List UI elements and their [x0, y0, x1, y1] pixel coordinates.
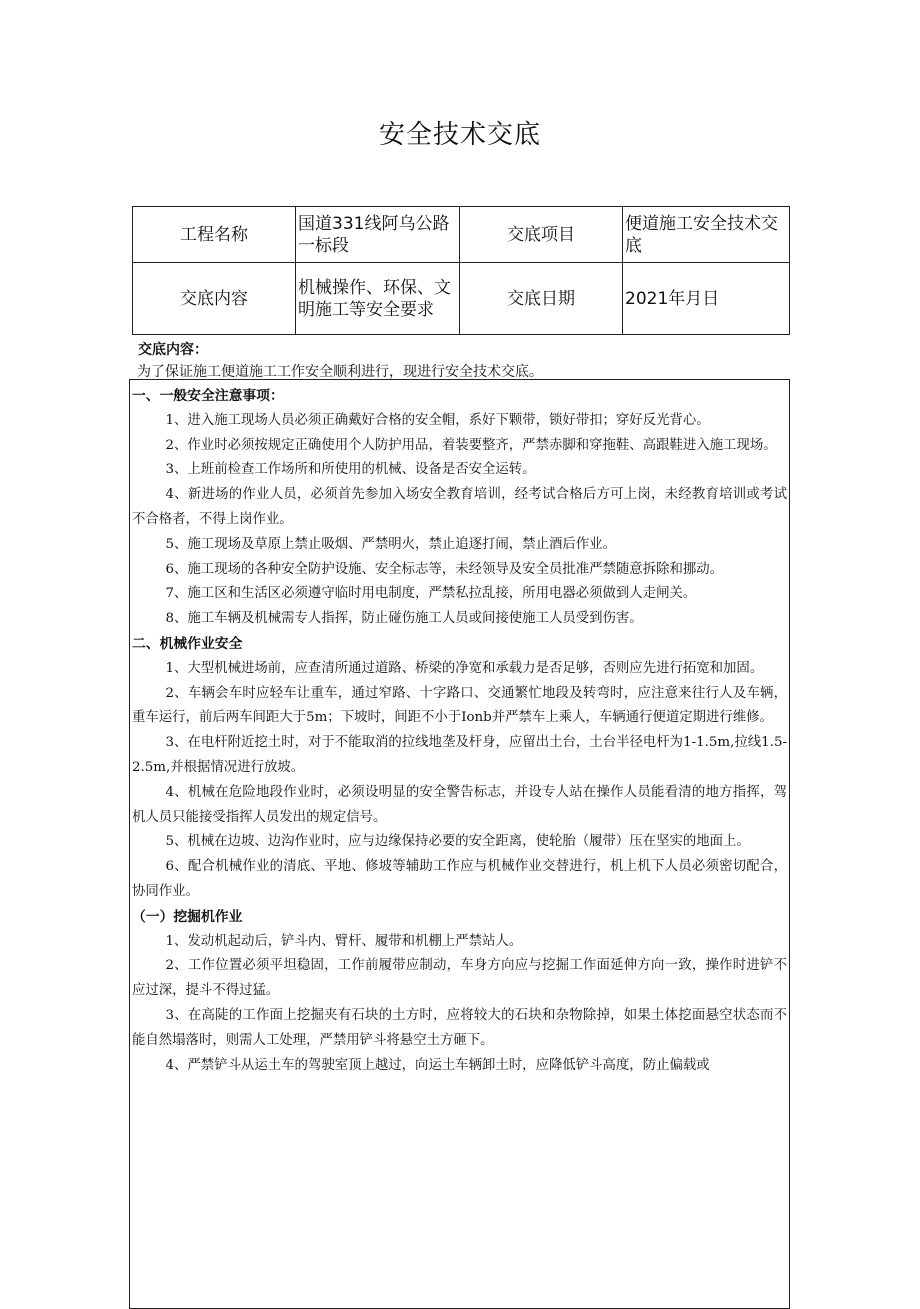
- section-item: 1、大型机械进场前，应查清所通过道路、桥梁的净宽和承载力是否足够，否则应先进行拓宽和加固。: [165, 660, 764, 676]
- project-name-label: 工程名称: [133, 207, 296, 263]
- section-heading: （一）挖掘机作业: [132, 908, 243, 925]
- item-value: 便道施工安全技术交底: [623, 207, 790, 263]
- intro-label: 交底内容：: [138, 342, 208, 358]
- section-item: 3、在电杆附近挖土时，对于不能取消的拉线地垄及杆身，应留出土台，土台半径电杆为1-1.5m,拉线1.5-2.5m,并根据情况进行放坡。: [132, 735, 787, 775]
- info-row-content: [133, 263, 790, 335]
- info-table: [132, 206, 790, 335]
- section-item: 3、上班前检查工作场所和所使用的机械、设备是否安全运转。: [165, 462, 536, 478]
- info-row-project: [133, 207, 790, 263]
- section-item: 2、车辆会车时应轻车让重车，通过窄路、十字路口、交通繁忙地段及转弯时，应注意来往行人及车辆，重车运行，前后两车间距大于5m；下坡时，间距不小于Ionb并严禁车上乘人，车辆通行便道定期进行维修。: [132, 685, 787, 726]
- section-item: 4、严禁铲斗从运土车的驾驶室顶上越过，向运土车辆卸土时，应降低铲斗高度，防止偏载或: [165, 1057, 710, 1073]
- section-item: 6、施工现场的各种安全防护设施、安全标志等，未经领导及安全员批准严禁随意拆除和挪动。: [165, 561, 724, 577]
- content-label: 交底内容: [133, 263, 296, 335]
- section-item: 3、在高陡的工作面上挖掘夹有石块的土方时，应将较大的石块和杂物除掉，如果土体挖面悬空状态而不能自然塌落时，则需人工处理，严禁用铲斗将悬空土方砸下。: [132, 1007, 787, 1048]
- section-item: 5、机械在边坡、边沟作业时，应与边缘保持必要的安全距离，使轮胎（履带）压在坚实的地面上。: [165, 834, 750, 850]
- content-box: [129, 379, 790, 1309]
- page-title: 安全技术交底: [378, 120, 541, 150]
- section-heading: 二、机械作业安全: [132, 635, 243, 652]
- intro-text: 为了保证施工便道施工工作安全顺利进行，现进行安全技术交底。: [137, 364, 543, 380]
- section-item: 1、发动机起动后，铲斗内、臂杆、履带和机棚上严禁站人。: [165, 933, 523, 949]
- section-item: 8、施工车辆及机械需专人指挥，防止碰伤施工人员或间接使施工人员受到伤害。: [165, 611, 643, 627]
- item-label: 交底项目: [460, 207, 623, 263]
- section-item: 7、施工区和生活区必须遵守临时用电制度，严禁私拉乱接，所用电器必须做到人走闸关。: [165, 586, 697, 602]
- section-item: 2、工作位置必须平坦稳固，工作前履带应制动，车身方向应与挖掘工作面延伸方向一致，操作时进铲不应过深，提斗不得过猛。: [132, 958, 787, 999]
- date-value: 2021年月日: [623, 263, 790, 335]
- section-heading: 一、一般安全注意事项：: [132, 388, 284, 404]
- section-item: 5、施工现场及草原上禁止吸烟、严禁明火，禁止追逐打闹，禁止酒后作业。: [165, 536, 616, 552]
- section-item: 2、作业时必须按规定正确使用个人防护用品，着装要整齐，严禁赤脚和穿拖鞋、高跟鞋进入施工现场。: [165, 437, 777, 453]
- section-item: 1、进入施工现场人员必须正确戴好合格的安全帽，系好下颗带，锁好带扣；穿好反光背心。: [165, 412, 710, 428]
- date-label: 交底日期: [460, 263, 623, 335]
- project-name-value: 国道331线阿乌公路一标段: [296, 207, 460, 263]
- section-item: 6、配合机械作业的清底、平地、修坡等辅助工作应与机械作业交替进行，机上机下人员必须密切配合，协同作业。: [132, 859, 787, 899]
- section-item: 4、机械在危险地段作业时，必须设明显的安全警告标志，并设专人站在操作人员能看清的地方指挥，驾机人员只能接受指挥人员发出的规定信号。: [132, 784, 787, 825]
- section-item: 4、新进场的作业人员，必须首先参加入场安全教育培训，经考试合格后方可上岗，未经教育培训或考试不合格者，不得上岗作业。: [132, 487, 787, 527]
- content-value: 机械操作、环保、文明施工等安全要求: [296, 263, 460, 335]
